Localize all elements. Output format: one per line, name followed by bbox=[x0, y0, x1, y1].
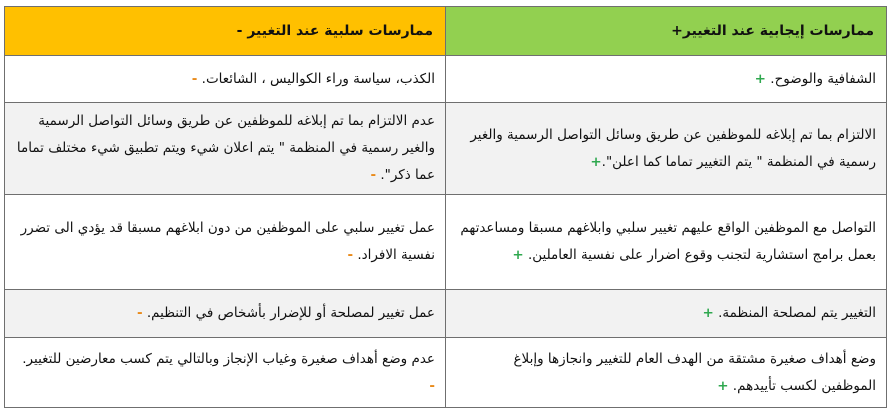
change-practices-table bbox=[4, 6, 887, 408]
minus-mark: - bbox=[191, 70, 198, 87]
table-row bbox=[5, 56, 887, 103]
table-row bbox=[5, 338, 887, 408]
minus-mark: - bbox=[429, 377, 435, 394]
plus-mark: + bbox=[512, 247, 524, 263]
table-row bbox=[5, 195, 887, 290]
positive-cell bbox=[446, 338, 887, 408]
minus-mark: - bbox=[347, 247, 354, 263]
negative-cell bbox=[5, 338, 446, 408]
header-row bbox=[5, 7, 887, 56]
minus-mark: - bbox=[136, 305, 143, 321]
negative-practices-header: ممارسات سلبية عند التغيير - bbox=[5, 7, 446, 56]
cell-text: عمل تغيير سلبي على الموظفين من دون ابلاغهم مسبقا قد يؤدي الى تضرر نفسية الافراد. bbox=[20, 220, 435, 263]
plus-mark: + bbox=[702, 305, 714, 321]
cell-text: الشفافية والوضوح. bbox=[770, 70, 876, 87]
negative-cell bbox=[5, 103, 446, 195]
cell-text: التواصل مع الموظفين الواقع عليهم تغيير سلبي وابلاغهم مسبقا ومساعدتهم بعمل برامج استشارية لتجنب وقوع اضرار على نفسية العاملين. bbox=[460, 220, 876, 263]
positive-cell bbox=[446, 290, 887, 338]
negative-cell bbox=[5, 290, 446, 338]
positive-cell bbox=[446, 56, 887, 103]
positive-cell bbox=[446, 195, 887, 290]
negative-cell bbox=[5, 56, 446, 103]
cell-text: التغيير يتم لمصلحة المنظمة. bbox=[718, 305, 876, 321]
negative-cell bbox=[5, 195, 446, 290]
minus-mark: - bbox=[370, 167, 377, 183]
cell-text: عدم الالتزام بما تم إبلاغه للموظفين عن طريق وسائل التواصل الرسمية والغير رسمية في المنظمة " يتم اعلان شيء ويتم تطبيق شيء مختلف تماما عما ذكر". bbox=[16, 113, 435, 183]
positive-cell bbox=[446, 103, 887, 195]
table-row bbox=[5, 103, 887, 195]
cell-text: وضع أهداف صغيرة مشتقة من الهدف العام للتغيير وانجازها وإبلاغ الموظفين لكسب تأييدهم. bbox=[513, 350, 876, 394]
cell-text: الالتزام بما تم إبلاغه للموظفين عن طريق وسائل التواصل الرسمية والغير رسمية في المنظمة " يتم التغيير تماما كما اعلن". bbox=[470, 126, 876, 170]
plus-mark: + bbox=[754, 70, 766, 87]
cell-text: الكذب، سياسة وراء الكواليس ، الشائعات. bbox=[201, 70, 435, 87]
comparison-table-container bbox=[4, 6, 886, 408]
table-row bbox=[5, 290, 887, 338]
plus-mark: + bbox=[717, 377, 729, 394]
plus-mark: + bbox=[590, 153, 602, 170]
cell-text: عمل تغيير لمصلحة أو للإضرار بأشخاص في التنظيم. bbox=[146, 305, 435, 321]
cell-text: عدم وضع أهداف صغيرة وغياب الإنجاز وبالتالي يتم كسب معارضين للتغيير. bbox=[22, 350, 435, 367]
positive-practices-header: ممارسات إيجابية عند التغيير+ bbox=[446, 7, 887, 56]
